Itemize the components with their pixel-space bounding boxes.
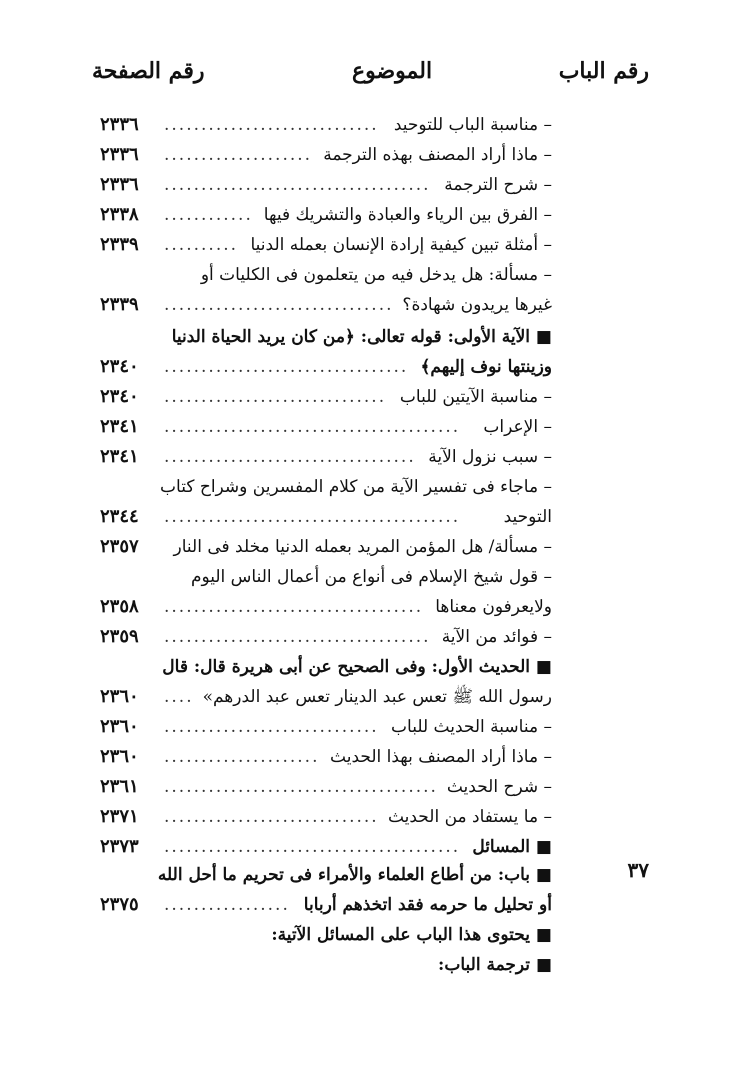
entry-title: وزينتها نوف إليهم﴾ <box>420 357 552 377</box>
index-entry <box>100 322 552 352</box>
index-entry <box>100 140 552 170</box>
entry-title: – مسألة: هل يدخل فيه من يتعلمون فى الكليات أو <box>200 265 552 285</box>
entry-page-number: ٢٣٣٦ <box>100 144 139 165</box>
entry-page-number: ٢٣٦٠ <box>100 746 139 767</box>
leader-dots: .................................... <box>164 627 431 647</box>
entry-page-number: ٢٣٦٠ <box>100 716 139 737</box>
entry-title: أو تحليل ما حرمه فقد اتخذهم أربابا <box>303 895 552 915</box>
entry-page-number: ٢٣٤٠ <box>100 356 139 377</box>
index-entry <box>100 382 552 412</box>
index-entry <box>100 622 552 652</box>
entry-title: – مسألة/ هل المؤمن المريد بعمله الدنيا مخلد فى النار <box>173 537 552 557</box>
entry-title: – شرح الحديث <box>446 777 552 797</box>
leader-dots: ........................................ <box>164 837 461 857</box>
entry-title: – قول شيخ الإسلام فى أنواع من أعمال الناس اليوم <box>190 567 552 587</box>
index-entry <box>100 170 552 200</box>
leader-dots: .................... <box>164 145 313 165</box>
index-entry <box>100 442 552 472</box>
leader-dots: ........................................ <box>164 417 461 437</box>
leader-dots: ..................... <box>164 747 320 767</box>
entry-title: – الفرق بين الرياء والعبادة والتشريك فيها <box>263 205 552 225</box>
entry-title: ■ الآية الأولى: قوله تعالى: ﴿من كان يريد الحياة الدنيا <box>171 327 552 347</box>
entry-page-number: ٢٣٥٨ <box>100 596 139 617</box>
index-entry <box>100 682 552 712</box>
entry-title: غيرها يريدون شهادة؟ <box>402 295 552 315</box>
entry-page-number: ٢٣٧٥ <box>100 894 139 915</box>
index-entry <box>100 920 552 950</box>
entry-title: – مناسبة الباب للتوحيد <box>393 115 552 135</box>
entry-page-number: ٢٣٦٠ <box>100 686 139 707</box>
index-entry <box>100 502 552 532</box>
entry-title: ■ المسائل <box>472 837 552 857</box>
entry-page-number: ٢٣٣٦ <box>100 174 139 195</box>
index-entry <box>100 230 552 260</box>
index-entry <box>100 412 552 442</box>
leader-dots: ............................. <box>164 807 379 827</box>
entry-page-number: ٢٣٣٨ <box>100 204 139 225</box>
leader-dots: ............................. <box>164 115 379 135</box>
index-entry <box>100 562 552 592</box>
leader-dots: .......... <box>164 235 239 255</box>
entry-title: – ما يستفاد من الحديث <box>387 807 552 827</box>
leader-dots: ..................................... <box>164 777 438 797</box>
index-entry <box>100 742 552 772</box>
topic-header: الموضوع <box>352 58 433 84</box>
entry-title: – ماجاء فى تفسير الآية من كلام المفسرين وشراح كتاب <box>160 477 552 497</box>
entry-title: ■ ترجمة الباب: <box>438 955 552 975</box>
leader-dots: ............................... <box>164 295 394 315</box>
entry-title: ■ باب: من أطاع العلماء والأمراء فى تحريم ما أحل الله <box>157 865 552 885</box>
entry-page-number: ٢٣٤١ <box>100 416 139 437</box>
entry-title: – فوائد من الآية <box>441 627 552 647</box>
index-entry <box>100 950 552 980</box>
leader-dots: ................. <box>164 895 290 915</box>
index-entry <box>100 772 552 802</box>
index-entry <box>100 290 552 320</box>
entry-page-number: ٢٣٧٣ <box>100 836 139 857</box>
leader-dots: ................................... <box>164 597 424 617</box>
leader-dots: .............................. <box>164 387 387 407</box>
entry-title: ولايعرفون معناها <box>435 597 552 617</box>
entry-title: ■ الحديث الأول: وفى الصحيح عن أبى هريرة قال: قال <box>162 657 552 677</box>
entry-page-number: ٢٣٤٠ <box>100 386 139 407</box>
index-entry <box>100 260 552 290</box>
leader-dots: ................................. <box>164 357 409 377</box>
chapter-number-header: رقم الباب <box>558 58 649 84</box>
index-entry <box>100 472 552 502</box>
leader-dots: ............................. <box>164 717 379 737</box>
entry-page-number: ٢٣٧١ <box>100 806 139 827</box>
entry-title: – الإعراب <box>483 417 552 437</box>
index-entry <box>100 200 552 230</box>
index-entry <box>100 532 552 562</box>
entry-page-number: ٢٣٤٤ <box>100 506 139 527</box>
entry-page-number: ٢٣٣٩ <box>100 234 139 255</box>
entry-page-number: ٢٣٦١ <box>100 776 139 797</box>
entry-title: التوحيد <box>503 507 552 527</box>
chapter-number: ٣٧ <box>627 858 649 882</box>
entry-title: – مناسبة الحديث للباب <box>391 717 552 737</box>
leader-dots: .... <box>164 687 194 707</box>
entry-title: – أمثلة تبين كيفية إرادة الإنسان بعمله الدنيا <box>250 235 552 255</box>
index-entry <box>100 860 552 890</box>
leader-dots: ........................................ <box>164 507 461 527</box>
entry-title: – مناسبة الآيتين للباب <box>399 387 552 407</box>
entry-page-number: ٢٣٣٩ <box>100 294 139 315</box>
entry-page-number: ٢٣٥٧ <box>100 536 139 557</box>
entry-title: ■ يحتوى هذا الباب على المسائل الآتية: <box>271 925 552 945</box>
entry-title: – شرح الترجمة <box>444 175 552 195</box>
entry-page-number: ٢٣٣٦ <box>100 114 139 135</box>
leader-dots: ............ <box>164 205 253 225</box>
leader-dots: .................................. <box>164 447 416 467</box>
index-entry <box>100 832 552 862</box>
entry-page-number: ٢٣٤١ <box>100 446 139 467</box>
index-entry <box>100 890 552 920</box>
entry-page-number: ٢٣٥٩ <box>100 626 139 647</box>
entry-title: – سبب نزول الآية <box>428 447 552 467</box>
index-entry <box>100 592 552 622</box>
page-number-header: رقم الصفحة <box>92 58 205 84</box>
index-entry <box>100 712 552 742</box>
entry-title: – ماذا أراد المصنف بهذا الحديث <box>330 747 552 767</box>
index-entry <box>100 110 552 140</box>
index-entry <box>100 652 552 682</box>
index-entry <box>100 802 552 832</box>
entry-title: رسول الله ﷺ تعس عبد الدينار تعس عبد الدرهم» <box>202 687 552 707</box>
entry-title: – ماذا أراد المصنف بهذه الترجمة <box>323 145 552 165</box>
index-entry <box>100 352 552 382</box>
leader-dots: .................................... <box>164 175 431 195</box>
